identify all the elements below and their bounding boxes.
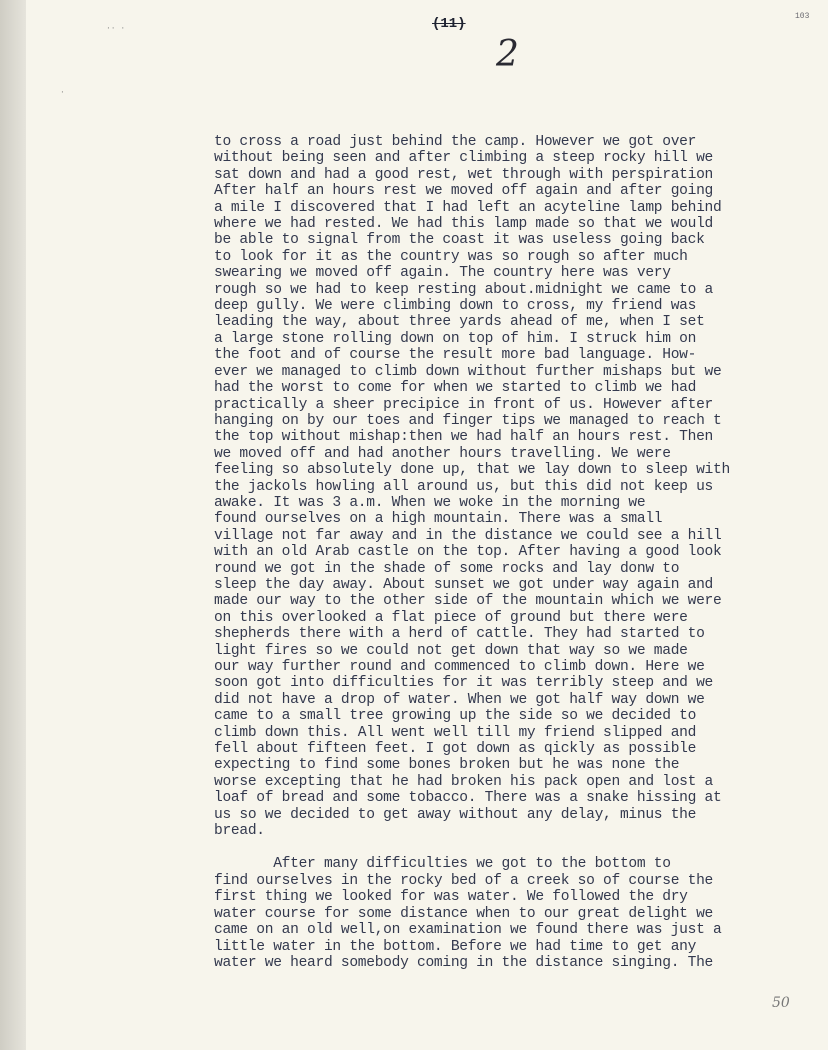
text-line: us so we decided to get away without any delay, minus the (214, 806, 697, 823)
text-line: be able to signal from the coast it was useless going back (214, 232, 705, 249)
text-line: climb down this. All went well till my friend slipped and (214, 724, 697, 741)
text-line: with an old Arab castle on the top. After having a good look (214, 544, 722, 561)
text-line: village not far away and in the distance we could see a hill (214, 527, 722, 544)
text-line: came to a small tree growing up the side so we decided to (214, 708, 697, 725)
text-line: round we got in the shade of some rocks and lay donw to (214, 560, 680, 577)
handwritten-page-number: 2 (496, 34, 519, 75)
page-left-margin (0, 0, 26, 1050)
text-line: first thing we looked for was water. We followed the dry (214, 889, 688, 906)
text-line: water we heard somebody coming in the distance singing. The (214, 954, 714, 971)
text-line: hanging on by our toes and finger tips we managed to reach t (214, 412, 722, 429)
text-line: bread. (214, 823, 265, 840)
text-line: sleep the day away. About sunset we got under way again and (214, 576, 714, 593)
text-line: find ourselves in the rocky bed of a creek so of course the (214, 872, 714, 889)
text-line: where we had rested. We had this lamp made so that we would (214, 216, 714, 233)
text-line: light fires so we could not get down that way so we made (214, 642, 688, 659)
text-line: we moved off and had another hours travelling. We were (214, 445, 671, 462)
text-line: After half an hours rest we moved off again and after going (214, 183, 714, 200)
text-line: deep gully. We were climbing down to cross, my friend was (214, 298, 697, 315)
text-line: found ourselves on a high mountain. There was a small (214, 511, 663, 528)
text-line: without being seen and after climbing a steep rocky hill we (214, 150, 714, 167)
text-line: a large stone rolling down on top of him. I struck him on (214, 330, 697, 347)
text-line: loaf of bread and some tobacco. There was a snake hissing at (214, 790, 722, 807)
text-line: fell about fifteen feet. I got down as qickly as possible (214, 741, 697, 758)
text-line: worse excepting that he had broken his pack open and lost a (214, 773, 714, 790)
text-line: expecting to find some bones broken but he was none the (214, 757, 680, 774)
corner-number: 103 (795, 12, 810, 21)
margin-mark: · (60, 88, 65, 97)
text-line: our way further round and commenced to climb down. Here we (214, 659, 705, 675)
text-line: had the worst to come for when we started to climb we had (214, 380, 697, 397)
text-line: leading the way, about three yards ahead of me, when I set (214, 314, 705, 331)
text-line: made our way to the other side of the mountain which we were (214, 593, 722, 610)
text-line: practically a sheer precipice in front of us. However after (214, 396, 714, 413)
text-line: awake. It was 3 a.m. When we woke in the morning we (214, 494, 646, 511)
text-line: rough so we had to keep resting about.midnight we came to a (214, 281, 714, 298)
text-line: did not have a drop of water. When we got half way down we (214, 691, 705, 708)
text-line: on this overlooked a flat piece of ground but there were (214, 609, 688, 626)
text-line: the foot and of course the result more bad language. How- (214, 347, 697, 364)
text-line: water course for some distance when to our great delight we (214, 905, 714, 922)
text-line: ever we managed to climb down without further mishaps but we (214, 363, 722, 380)
paragraph-gap (214, 839, 814, 856)
text-line: the top without mishap:then we had half an hours rest. Then (214, 429, 714, 446)
typewritten-body (214, 134, 814, 971)
paragraph-2 (214, 856, 814, 971)
text-line: a mile I discovered that I had left an acyteline lamp behind (214, 199, 722, 216)
text-line: little water in the bottom. Before we had time to get any (214, 938, 697, 955)
text-line: After many difficulties we got to the bottom to (214, 856, 671, 873)
margin-mark: ·· · (106, 24, 126, 33)
text-line: to cross a road just behind the camp. However we got over (214, 134, 697, 150)
header-mark: (11) (432, 16, 466, 32)
paragraph-1 (214, 134, 814, 839)
text-line: sat down and had a good rest, wet through with perspiration (214, 166, 714, 183)
text-line: to look for it as the country was so rough so after much (214, 248, 688, 265)
text-line: swearing we moved off again. The country here was very (214, 265, 671, 282)
text-line: came on an old well,on examination we found there was just a (214, 922, 722, 939)
text-line: feeling so absolutely done up, that we lay down to sleep with (214, 462, 730, 479)
text-line: the jackols howling all around us, but this did not keep us (214, 478, 714, 495)
text-line: soon got into difficulties for it was terribly steep and we (214, 675, 714, 692)
folio-number: 50 (772, 995, 790, 1011)
text-line: shepherds there with a herd of cattle. They had started to (214, 626, 705, 643)
